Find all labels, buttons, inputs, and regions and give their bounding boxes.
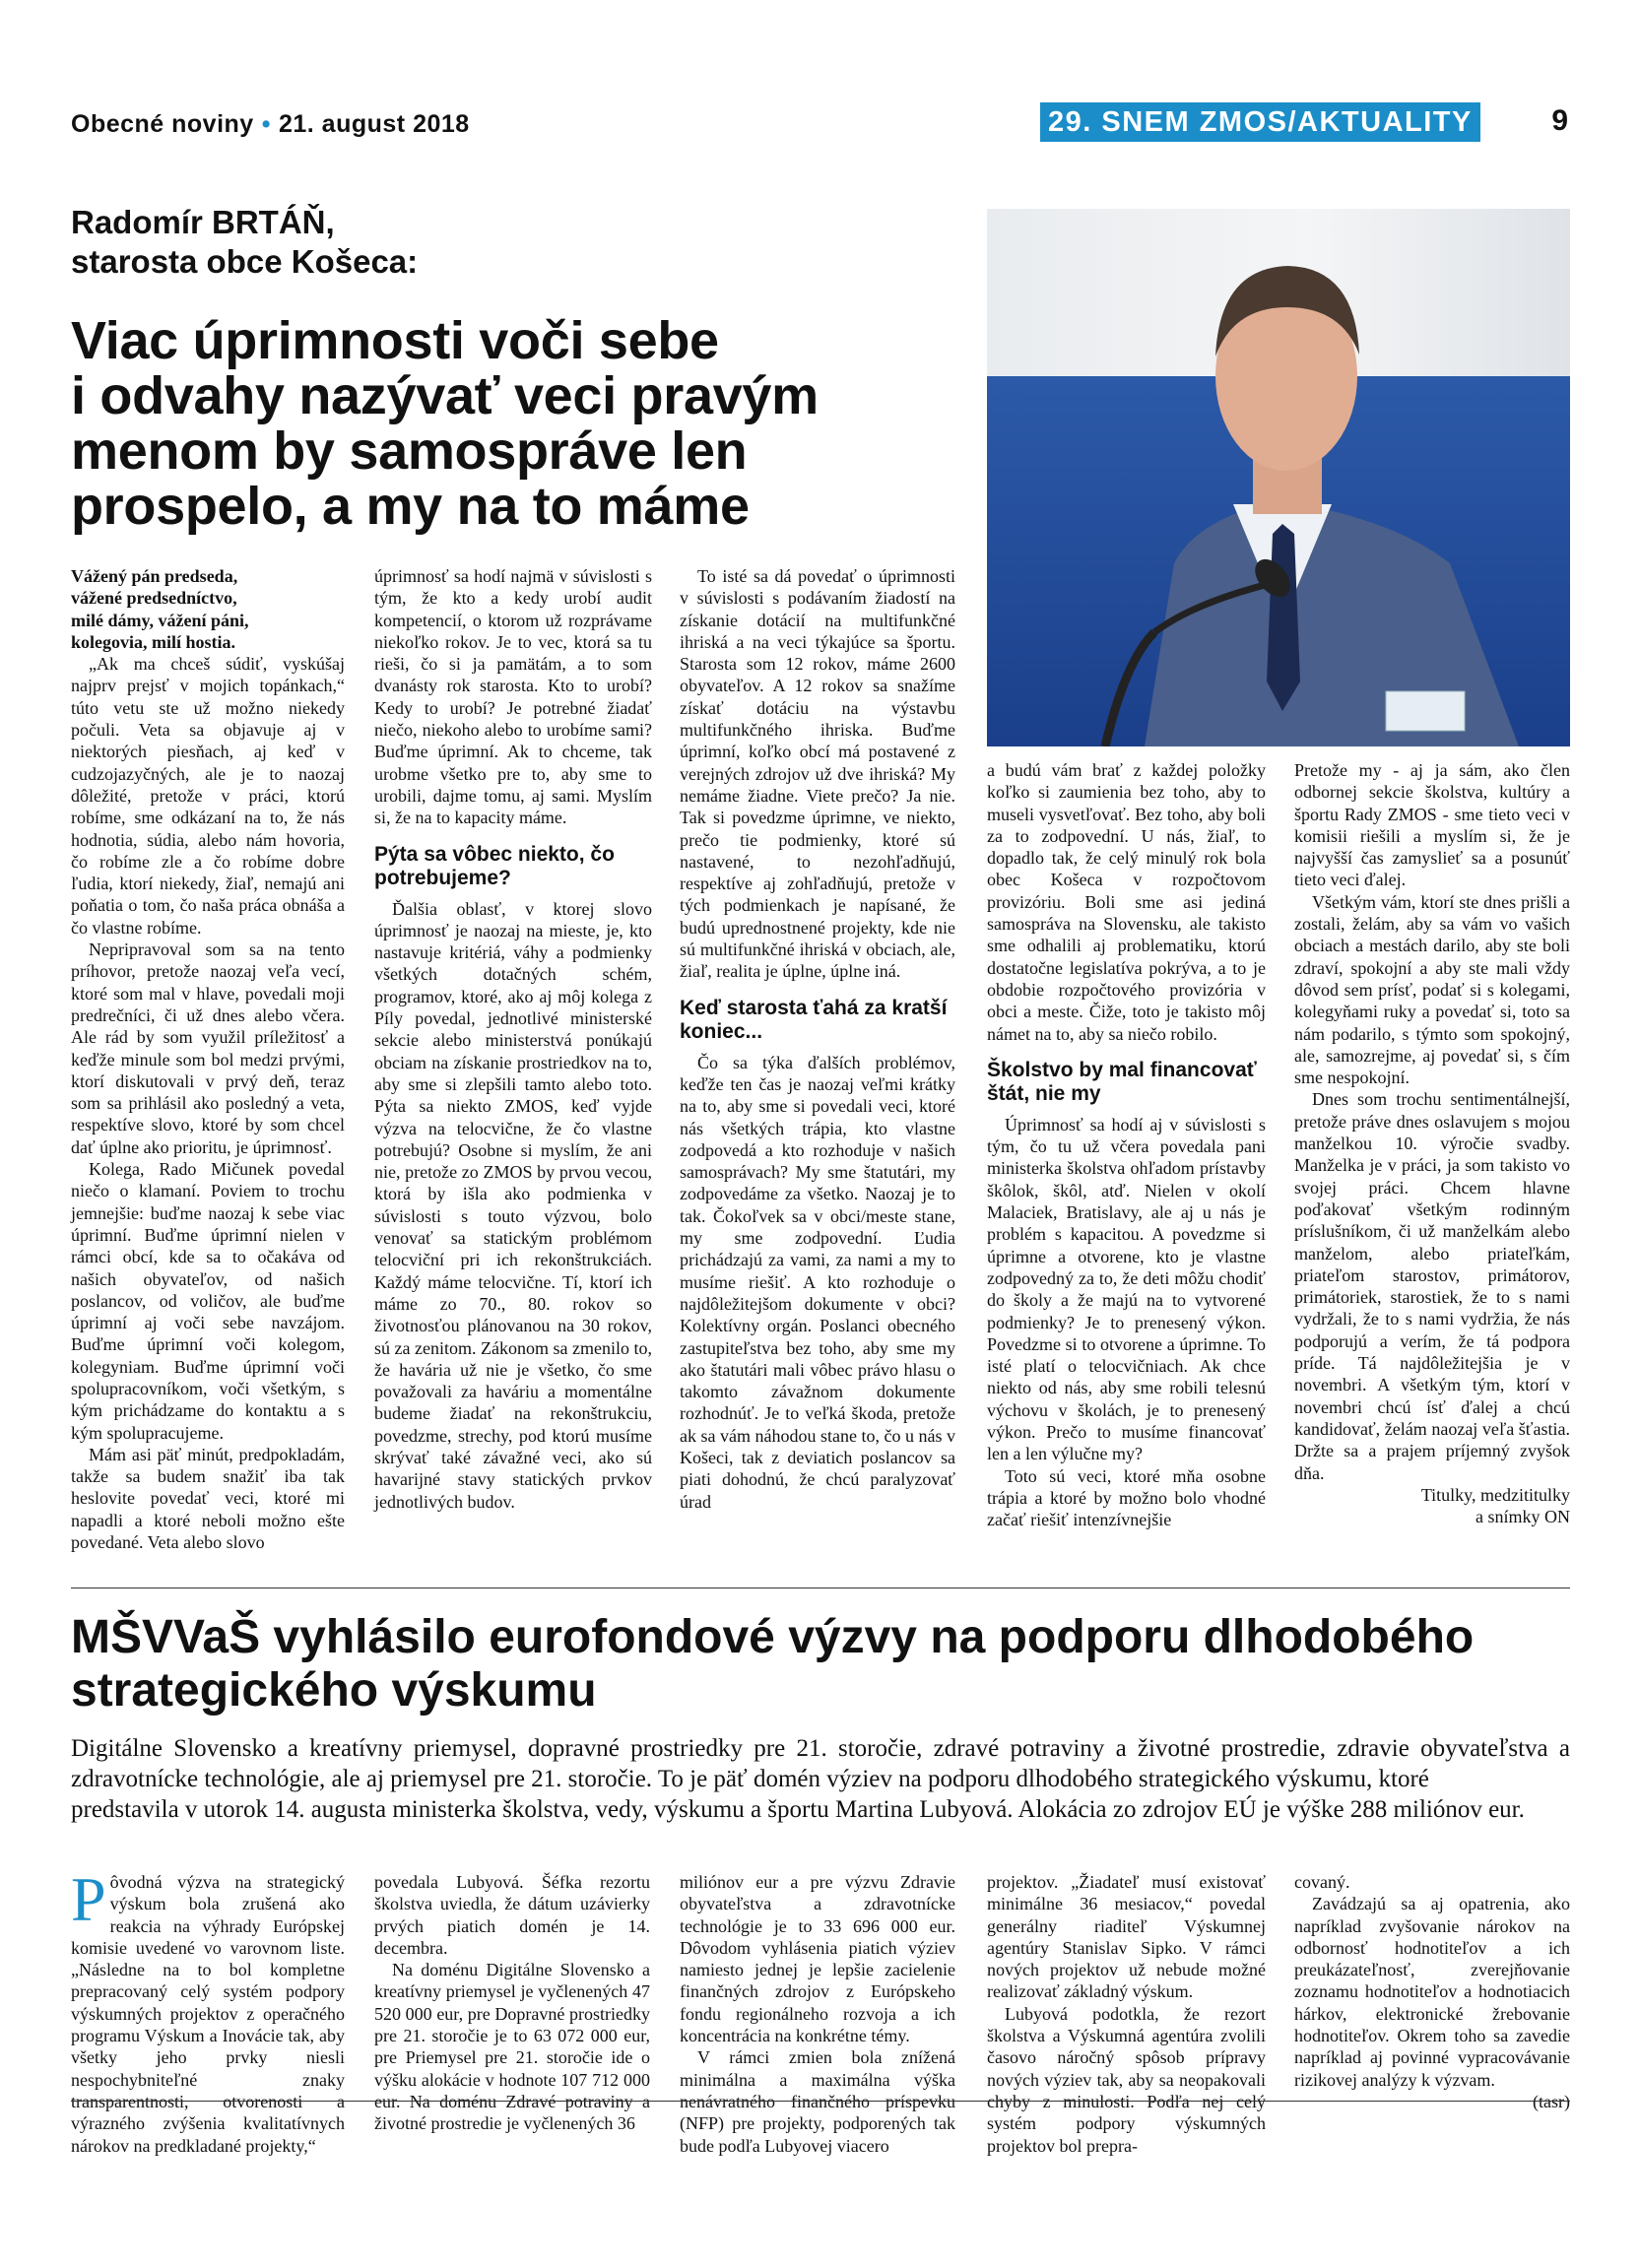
article2-column-4 [987,1871,1266,2157]
article2-column-2 [374,1871,650,2135]
headline-line: prospelo, a my na to máme [71,477,750,536]
paragraph: úprimnosť sa hodí najmä v súvislosti s tým, že kto a kedy urobí audit kompetencií, o ktorom už rozprávame niekoľko rokov. Je to vec, ktorá sa tu rieši, čo si ja pamätám, a to som dvanásty rok starosta. Kto to urobí? Kedy to urobí? Je potrebné žiadať niečo, niekoho alebo to urobíme sami? Buďme úprimní. Ak to chceme, tak urobme všetko pre to, aby sme to urobili, dajme tomu, aj sami. Myslím si, že na to kapacity máme. [374,566,652,828]
article2-column-5 [1294,1871,1570,2112]
article1-column-3 [680,565,955,1513]
salutation-line: milé dámy, vážení páni, [71,610,249,630]
headline-line: strategického výskumu [71,1664,597,1717]
paragraph: Pretože my - aj ja sám, ako člen odbornej sekcie školstva, kultúry a športu Rady ZMOS - sme tieto veci v komisii riešili a myslím si, že je najvyšší čas zamyslieť sa a posunúť tieto veci ďalej. [1294,760,1570,890]
paragraph: Nepripravoval som sa na tento príhovor, pretože naozaj veľa vecí, ktoré som mal v hlave, povedali moji predrečníci, či už dnes alebo včera. Ale rád by som využil príležitosť a keďže minule som bol medzi prvými, ktorí diskutovali v prvý deň, teraz som sa prihlásil ako posledný a veta, respektíve slovo, ktoré by som chcel dať úplne ako prioritu, je úprimnosť. [71,940,345,1157]
speaker-photo [987,209,1570,746]
article2-column-3 [680,1871,955,2157]
paragraph: Na doménu Digitálne Slovensko a kreatívny priemysel je vyčlenených 47 520 000 eur, pre Dopravné prostriedky pre 21. storočie je to 63 072 000 eur, pre Priemysel pre 21. storočie ide o výšku alokácie v hodnote 107 712 000 eur. Na doménu Zdravé potraviny a životné prostredie je vyčlenených 36 [374,1960,650,2134]
paragraph: covaný. [1294,1872,1350,1892]
subheading: Pýta sa vôbec niekto, čo potrebujeme? [374,842,615,889]
publication-name: Obecné noviny [71,110,254,138]
paragraph: Mám asi päť minút, predpokladám, takže sa budem snažiť iba tak heslovite povedať veci, ktoré mi napadli a ktoré neboli možno ešte povedané. Veta alebo slovo [71,1444,345,1553]
page-number: 9 [1551,104,1568,137]
paragraph: Kolega, Rado Mičunek povedal niečo o klamaní. Poviem to trochu jemnejšie: buďme naozaj k sebe viac úprimní. Buďme úprimní nielen v rámci obcí, kde sa to očakáva od našich obyvateľov, od našich poslancov, od voličov, ale buďme úprimní aj voči sebe navzájom. Buďme úprimní voči kolegom, kolegyniam. Buďme úprimní voči spolupracovníkom, voči všetkým, s kým prichádzame do kontaktu a s kým spolupracujeme. [71,1159,345,1443]
page-header [71,102,1568,142]
headline-line: i odvahy nazývať veci pravým [71,366,819,425]
paragraph-text: ôvodná výzva na strategický výskum bola zrušená ako reakcia na výhrady Európskej komisie uvedené vo varovnom liste. „Následne na to bol kompletne prepracovaný celý systém podpory výskumných projektov z operačného programu Výskum a Inovácie tak, aby všetky jeho prvky niesli nespochybniteľné znaky transparentnosti, otvorenosti a výrazného zvýšenia kvalitatívnych nárokov na predkladané projekty,“ [71,1872,345,2156]
headline-line: Viac úprimnosti voči sebe [71,311,719,370]
paragraph: Čo sa týka ďalších problémov, keďže ten čas je naozaj veľmi krátky na to, aby sme si povedali veci, ktoré nás všetkých trápia, kto vlastne zodpovedá a kto rozhoduje v našich samosprávach? My sme štatutári, my zodpovedáme za všetko. Naozaj je to tak. Čokoľvek sa v obci/meste stane, my sme zodpovední. Ľudia prichádzajú za vami, za nami a my to musíme riešiť. A kto rozhoduje o najdôležitejšom dokumente v obci? Kolektívny orgán. Poslanci obecného zastupiteľstva bez toho, aby sme my ako štatutári mali vôbec právo hlasu o takomto závažnom dokumente rozhodnúť. Je to veľká škoda, pretože ak sa vám náhodou stane to, čo u nás v Košeci, tak z deviatich poslancov sa piati dohodnú, že chcú paralyzovať úrad [680,1052,955,1512]
publication-dateline [71,110,470,139]
article2-lead [71,1733,1570,1825]
lead-text-last: predstavila v utorok 14. augusta ministerka školstva, vedy, výskumu a športu Martina Lubyová. Alokácia zo zdrojov EÚ je výške 288 miliónov eur. [71,1796,1525,1823]
headline-line: MŠVVaŠ vyhlásilo eurofondové výzvy na podporu dlhodobého [71,1611,1475,1663]
drop-cap: P [71,1864,106,1934]
salutation-line: kolegovia, milí hostia. [71,631,236,652]
photo-credit: Titulky, medzititulky [1420,1484,1570,1505]
byline-name: Radomír BRTÁŇ, [71,204,335,240]
section-label: 29. SNEM ZMOS/AKTUALITY [1040,102,1480,142]
bullet-separator: • [261,110,271,138]
salutation-line: Vážený pán predseda, [71,566,238,586]
subheading: Školstvo by mal financovať štát, nie my [987,1058,1257,1105]
agency-credit: (tasr) [1533,2091,1570,2111]
headline-line: menom by samospráve len [71,421,748,481]
byline-role: starosta obce Košeca: [71,243,419,280]
divider-rule [71,2101,1570,2102]
article2-headline [71,1611,1570,1717]
paragraph: Toto sú veci, ktoré mňa osobne trápia a ktoré by možno bolo vhodné začať riešiť intenzívnejšie [987,1465,1266,1530]
paragraph: miliónov eur a pre výzvu Zdravie obyvateľstva a zdravotnícke technológie je to 33 696 000 eur. Dôvodom vyhlásenia piatich výziev namiesto jednej je lepšie zacielenie finančných zdrojov z Európskeho fondu regionálneho rozvoja a ich koncentrácia na konkrétne témy. [680,1872,955,2046]
article1-column-4 [987,759,1266,1531]
article1-column-2 [374,565,652,1513]
paragraph: Dnes som trochu sentimentálnejší, pretože práve dnes oslavujem s mojou manželkou 10. výročie svadby. Manželka je v práci, ja som takisto vo svojej práci. Chcem hlavne poďakovať všetkým rodinným príslušníkom, či už manželkám alebo manželom, alebo priateľkám, priateľom starostov, primátorov, primátoriek, starostiek, že to s nami vydržali, že to s nami vydržia, že nás podporujú a verím, že tá podpora príde. Tá najdôležitejšia je v novembri. A všetkým tým, ktorí v novembri chcú ísť ďalej a chcú kandidovať, želám naozaj veľa šťastia. Držte sa a prajem príjemný zvyšok dňa. [1294,1089,1570,1483]
article-headline [71,313,957,534]
paragraph: projektov. „Žiadateľ musí existovať minimálne 36 mesiacov,“ povedal generálny riaditeľ Výskumnej agentúry Stanislav Sipko. V rámci nových projektov už nebude možné realizovať základný výskum. [987,1872,1266,2002]
paragraph: Ďalšia oblasť, v ktorej slovo úprimnosť je naozaj na mieste, je, kto nastavuje kritériá, váhy a podmienky všetkých dotačných schém, programov, ktoré, ako aj môj kolega z Píly povedal, jednotlivé ministerské sekcie alebo ministerstvá ponúkajú obciam na získanie prostriedkov na to, aby sme si zlepšili tamto alebo toto. Pýta sa niekto ZMOS, keď vyjde výzva na telocvične, že čo vlastne potrebujú? Osobne si myslím, že ani nie, pretože zo ZMOS by prvou vecou, ktorá by išla ako podmienka v súvislosti s touto výzvou, bolo venovať sa statickým problémom telocviční pri ich rekonštrukciách. Každý máme telocvične. Tí, ktorí ich máme zo 70., 80. rokov so životnosťou plánovanou na 30 rokov, sú za zenitom. Zákonom sa zmenilo to, že havária už nie je všetko, čo sme považovali za haváriu a momentálne budeme žiadať na rekonštrukciu, povedzme, strechy, pod ktorú musíme skrývať také závažné veci, ako sú havarijné stavy statických prvkov jednotlivých budov. [374,898,652,1512]
article2-column-1 [71,1864,345,2157]
paragraph: Úprimnosť sa hodí aj v súvislosti s tým, čo tu už včera povedala pani ministerka školstva ohľadom prístavby škôlok, škôl, atď. Nielen v okolí Malaciek, Bratislavy, ale aj u nás je problém s kapacitou. A povedzme si úprimne a otvorene, kto je vlastne zodpovedný za to, že deti môžu chodiť do školy a že majú na to vytvorené podmienky? Je to prenesený výkon. Povedzme si to otvorene a úprimne. To isté platí o telocvičniach. Ak chce niekto od nás, aby sme robili telesnú výchovu v školách, je to prenesený výkon. Prečo to musíme financovať len a len výlučne my? [987,1114,1266,1464]
issue-date: 21. august 2018 [278,110,470,138]
subheading: Keď starosta ťahá za kratší koniec... [680,996,948,1043]
photo-credit: a snímky ON [1476,1507,1570,1527]
portrait-photo-icon [987,209,1570,746]
lead-text: Digitálne Slovensko a kreatívny priemysel, dopravné prostriedky pre 21. storočie, zdravé potraviny a životné prostredie, zdravie obyvateľstva a zdravotnícke technológie, ale aj priemysel pre 21. storočie. To je päť domén výziev na podporu dlhodobého strategického výskumu, ktoré [71,1735,1570,1792]
paragraph: „Ak ma chceš súdiť, vyskúšaj najprv prejsť v mojich topánkach,“ túto vetu ste už možno niekedy počuli. Veta sa objavuje aj v niektorých piesňach, aj keď v cudzojazyčných, ale je to naozaj dôležité, pretože v práci, ktorú robíme, sme odkázaní na to, že nás hodnotia, súdia, alebo nám hovoria, čo robíme zle a čo robíme dobre ľudia, ktorí niekedy, žiaľ, nemajú ani poňatia o tom, čo naša práca obnáša a čo vlastne robíme. [71,654,345,938]
paragraph: Všetkým vám, ktorí ste dnes prišli a zostali, želám, aby sa vám vo vašich obciach a mestách darilo, aby ste boli zdraví, spokojní a aby ste mali vždy dôvod sem prísť, podať si s kolegami, kolegyňami ruky a povedať si, toto sa nám podarilo, s týmto som spokojný, ale, samozrejme, aj povedať si, s čím sme nespokojní. [1294,891,1570,1088]
paragraph: Zavádzajú sa aj opatrenia, ako napríklad zvyšovanie nárokov na odbornosť hodnotiteľov a ich preukázateľnosť, zverejňovanie zoznamu hodnotiteľov a hodnotiacich hárkov, elektronické žrebovanie hodnotiteľov. Okrem toho sa zavedie napríklad aj povinné vypracovávanie rizikovej analýzy k výzvam. [1294,1894,1570,2090]
article1-column-1 [71,565,345,1553]
paragraph [71,1864,345,2157]
article1-column-5 [1294,759,1570,1527]
article-byline [71,203,418,282]
paragraph: To isté sa dá povedať o úprimnosti v súvislosti s podávaním žiadostí na získanie dotácií na multifunkčné ihriská a na veci týkajúce sa športu. Starosta som 12 rokov, máme 2600 obyvateľov. A 12 rokov sa snažíme získať dotáciu na výstavbu multifunkčného ihriska. Buďme úprimní, koľko obcí má postavené z verejných zdrojov už dve ihriská? My nemáme žiadne. Viete prečo? Ja nie. Tak si povedzme úprimne, ve niekto, prečo tie podmienky, ktoré sú nastavené, to nezohľadňujú, respektíve aj zohľadňujú, pretože v tých podmienkach je napísané, že budú uprednostnené projekty, kde nie sú multifunkčné ihriská v obciach, ale, žiaľ, realita je úplne, úplne iná. [680,566,955,982]
paragraph: Lubyová podotkla, že rezort školstva a Výskumná agentúra zvolili časovo náročný spôsob prípravy nových výziev tak, aby sa neopakovali chyby z minulosti. Podľa nej celý systém podpory výskumných projektov bol prepra- [987,2003,1266,2156]
salutation-line: vážené predsedníctvo, [71,588,237,609]
paragraph: a budú vám brať z každej položky koľko si zaumienia bez toho, aby to museli vysvetľovať. Bez toho, aby boli za to zodpovední. U nás, žiaľ, to dopadlo tak, že celý minulý rok bola obec Košeca v rozpočtovom provizóriu. Boli sme asi jediná samospráva na Slovensku, ale takisto sme odhalili aj problematiku, ktorú dostatočne legislatíva pokrýva, a to je obdobie rozpočtového provizória v obci a meste. Čiže, toto je takisto môj námet na to, aby sa niečo robilo. [987,760,1266,1044]
paragraph: povedala Lubyová. Šéfka rezortu školstva uviedla, že dátum uzávierky prvých piatich domén je 14. decembra. [374,1872,650,1958]
paragraph: V rámci zmien bola znížená minimálna a maximálna výška nenávratného finančného príspevku (NFP) pre projekty, podporených tak bude podľa Lubyovej viacero [680,2047,955,2156]
